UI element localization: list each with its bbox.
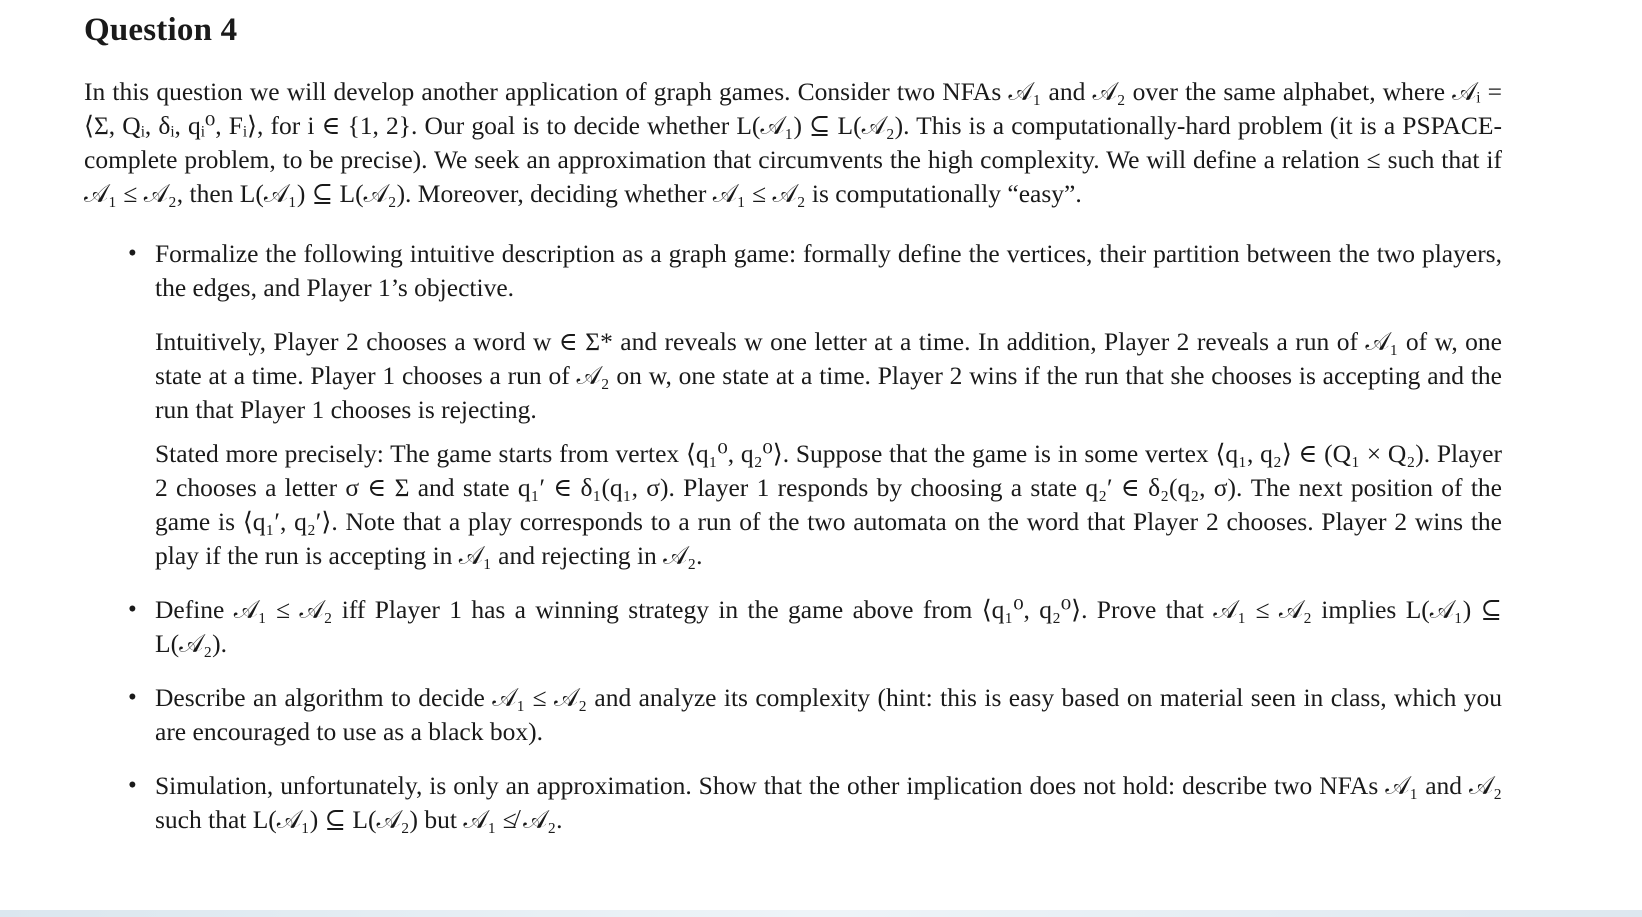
task-item: [128, 593, 1502, 661]
task-list: [84, 237, 1502, 837]
task-item: [128, 769, 1502, 837]
question-intro: In this question we will develop another application of graph games. Consider two NFAs 𝒜₁ and 𝒜₂ over the same alphabet, where 𝒜ᵢ = ⟨Σ, Qᵢ, δᵢ, qᵢ⁰, Fᵢ⟩, for i ∈ {1, 2}. Our goal is to decide whether L(𝒜₁) ⊆ L(𝒜₂). This is a computationally-hard problem (it is a PSPACE-complete problem, to be precise). We seek an approximation that circumvents the high complexity. We will define a relation ≤ such that if 𝒜₁ ≤ 𝒜₂, then L(𝒜₁) ⊆ L(𝒜₂). Moreover, deciding whether 𝒜₁ ≤ 𝒜₂ is computationally “easy”.: [84, 77, 1502, 208]
bullet-icon: •: [128, 240, 137, 267]
task-text: Simulation, unfortunately, is only an approximation. Show that the other implication does not hold: describe two NFAs 𝒜₁ and 𝒜₂ such that L(𝒜₁) ⊆ L(𝒜₂) but 𝒜₁ ≰ 𝒜₂.: [155, 771, 1502, 834]
task-precise-description: Stated more precisely: The game starts from vertex ⟨q₁⁰, q₂⁰⟩. Suppose that the game is in some vertex ⟨q₁, q₂⟩ ∈ (Q₁ × Q₂). Player 2 chooses a letter σ ∈ Σ and state q₁′ ∈ δ₁(q₁, σ). Player 1 responds by choosing a state q₂′ ∈ δ₂(q₂, σ). The next position of the game is ⟨q₁′, q₂′⟩. Note that a play corresponds to a run of the two automata on the word that Player 2 chooses. Player 2 wins the play if the run is accepting in 𝒜₁ and rejecting in 𝒜₂.: [155, 439, 1502, 570]
task-item: [128, 237, 1502, 573]
question-title: Question 4: [84, 12, 238, 48]
task-item: [128, 681, 1502, 749]
question-page: [84, 0, 1502, 857]
task-intuition: Intuitively, Player 2 chooses a word w ∈ Σ* and reveals w one letter at a time. In addition, Player 2 reveals a run of 𝒜₁ of w, one state at a time. Player 1 chooses a run of 𝒜₂ on w, one state at a time. Player 2 wins if the run that she chooses is accepting and the run that Player 1 chooses is rejecting.: [155, 327, 1502, 424]
task-text: Describe an algorithm to decide 𝒜₁ ≤ 𝒜₂ and analyze its complexity (hint: this is easy based on material seen in class, which you are encouraged to use as a black box).: [155, 683, 1502, 746]
task-text: Define 𝒜₁ ≤ 𝒜₂ iff Player 1 has a winning strategy in the game above from ⟨q₁⁰, q₂⁰⟩. Prove that 𝒜₁ ≤ 𝒜₂ implies L(𝒜₁) ⊆ L(𝒜₂).: [155, 595, 1502, 658]
bullet-icon: •: [128, 684, 137, 711]
bullet-icon: •: [128, 596, 137, 623]
bullet-icon: •: [128, 772, 137, 799]
task-text: Formalize the following intuitive description as a graph game: formally define the vertices, their partition between the two players, the edges, and Player 1’s objective.: [155, 239, 1502, 302]
window-bottom-edge: [0, 910, 1642, 917]
